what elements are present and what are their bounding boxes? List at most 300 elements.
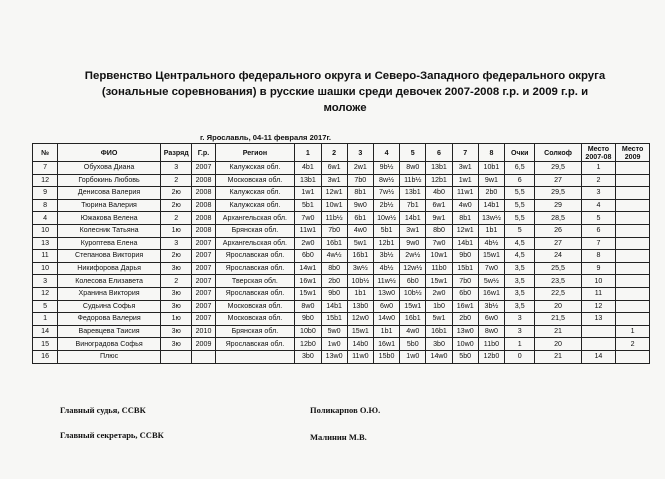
- table-cell: 1b1: [347, 287, 373, 300]
- table-cell: [616, 313, 650, 326]
- table-cell: 3ю: [161, 262, 192, 275]
- table-cell: 5: [581, 212, 616, 225]
- table-cell: 10: [33, 224, 58, 237]
- table-cell: 9w0: [347, 199, 373, 212]
- table-cell: Архангельская обл.: [215, 212, 295, 225]
- table-cell: Судьина Софья: [58, 300, 161, 313]
- table-cell: 5b1: [373, 224, 399, 237]
- table-cell: 4w0: [400, 325, 426, 338]
- column-header: 8: [478, 144, 504, 162]
- table-cell: 2007: [192, 237, 215, 250]
- table-cell: 2b0: [452, 313, 478, 326]
- table-row: [33, 325, 650, 338]
- table-cell: 3ю: [161, 325, 192, 338]
- table-cell: 29: [535, 199, 581, 212]
- table-cell: 7w0: [295, 212, 321, 225]
- table-cell: 3b½: [478, 300, 504, 313]
- table-cell: 3ю: [161, 338, 192, 351]
- table-cell: 1ю: [161, 313, 192, 326]
- table-cell: Брянская обл.: [215, 325, 295, 338]
- table-cell: 3: [505, 325, 535, 338]
- chief-judge-name: Поликарпов О.Ю.: [310, 405, 381, 415]
- table-cell: [581, 325, 616, 338]
- table-cell: 2007: [192, 262, 215, 275]
- table-cell: Калужская обл.: [215, 187, 295, 200]
- table-cell: Архангельская обл.: [215, 237, 295, 250]
- table-cell: 6,5: [505, 162, 535, 175]
- table-cell: Тюрина Валерия: [58, 199, 161, 212]
- table-cell: [616, 174, 650, 187]
- table-cell: 5w½: [478, 275, 504, 288]
- table-cell: 9: [33, 187, 58, 200]
- table-cell: 9: [581, 262, 616, 275]
- table-cell: 6w1: [426, 199, 452, 212]
- table-cell: 2007: [192, 162, 215, 175]
- table-cell: 10w0: [452, 338, 478, 351]
- table-cell: 12b0: [478, 350, 504, 363]
- table-cell: 4b0: [426, 187, 452, 200]
- table-row: [33, 250, 650, 263]
- table-row: [33, 162, 650, 175]
- table-cell: Ярославская обл.: [215, 338, 295, 351]
- table-cell: 14: [33, 325, 58, 338]
- table-cell: [215, 350, 295, 363]
- table-cell: Горбокинь Любовь: [58, 174, 161, 187]
- table-header-row: [33, 144, 650, 162]
- title-line-3: моложе: [323, 102, 367, 114]
- table-cell: 27: [535, 174, 581, 187]
- table-cell: 1w1: [452, 174, 478, 187]
- table-cell: 10: [33, 262, 58, 275]
- table-row: [33, 174, 650, 187]
- table-cell: 1b1: [478, 224, 504, 237]
- table-cell: 14b0: [347, 338, 373, 351]
- table-cell: 5b1: [295, 199, 321, 212]
- table-cell: 3b0: [426, 338, 452, 351]
- table-cell: 6w0: [373, 300, 399, 313]
- table-cell: 11: [581, 287, 616, 300]
- table-cell: Плюс: [58, 350, 161, 363]
- table-cell: 12b1: [426, 174, 452, 187]
- table-cell: Никифорова Дарья: [58, 262, 161, 275]
- column-header: Регион: [215, 144, 295, 162]
- table-cell: 14b1: [321, 300, 347, 313]
- table-row: [33, 300, 650, 313]
- table-row: [33, 237, 650, 250]
- table-cell: 4,5: [505, 237, 535, 250]
- table-cell: 1: [616, 325, 650, 338]
- table-cell: 3,5: [505, 287, 535, 300]
- table-row: [33, 338, 650, 351]
- table-cell: 16b1: [347, 250, 373, 263]
- table-cell: 15w1: [400, 300, 426, 313]
- place-date: г. Ярославль, 04-11 февраля 2017г.: [200, 133, 331, 142]
- table-cell: 5w1: [347, 237, 373, 250]
- table-cell: 14b1: [400, 212, 426, 225]
- table-cell: 16w1: [295, 275, 321, 288]
- table-cell: 3: [33, 275, 58, 288]
- table-cell: 3w1: [321, 174, 347, 187]
- table-cell: 1w0: [400, 350, 426, 363]
- table-cell: [616, 300, 650, 313]
- table-cell: 7b0: [347, 174, 373, 187]
- table-cell: 13b1: [295, 174, 321, 187]
- table-cell: 14b1: [452, 237, 478, 250]
- table-cell: 3w1: [400, 224, 426, 237]
- table-cell: 15w1: [347, 325, 373, 338]
- table-cell: 2: [161, 174, 192, 187]
- table-row: [33, 212, 650, 225]
- table-cell: 2: [161, 275, 192, 288]
- table-cell: 4,5: [505, 250, 535, 263]
- table-cell: Южакова Велена: [58, 212, 161, 225]
- table-cell: 13w0: [452, 325, 478, 338]
- table-cell: 2b½: [373, 199, 399, 212]
- table-cell: 2: [161, 212, 192, 225]
- table-cell: 7: [33, 162, 58, 175]
- table-cell: 25,5: [535, 262, 581, 275]
- table-cell: 3: [505, 313, 535, 326]
- table-row: [33, 275, 650, 288]
- table-cell: 6b0: [400, 275, 426, 288]
- table-cell: 3: [581, 187, 616, 200]
- table-cell: 8b0: [426, 224, 452, 237]
- table-cell: 2w1: [347, 162, 373, 175]
- table-cell: 8b1: [452, 212, 478, 225]
- table-cell: Тверская обл.: [215, 275, 295, 288]
- title-line-2: (зональные соревнования) в русские шашки среди девочек 2007-2008 г.р. и 2009 г.р. и: [101, 86, 589, 98]
- table-row: [33, 224, 650, 237]
- table-cell: 13w0: [373, 287, 399, 300]
- table-cell: 2b0: [321, 275, 347, 288]
- table-cell: 21: [535, 325, 581, 338]
- table-cell: 26: [535, 224, 581, 237]
- column-header: 2: [321, 144, 347, 162]
- table-cell: 15w1: [478, 250, 504, 263]
- title-line-1: Первенство Центрального федерального округа и Северо-Западного федерального округа: [84, 70, 606, 82]
- table-cell: 2ю: [161, 250, 192, 263]
- table-cell: Куроптева Елена: [58, 237, 161, 250]
- table-cell: 3b½: [373, 250, 399, 263]
- table-cell: 1ю: [161, 224, 192, 237]
- table-cell: 9b0: [452, 250, 478, 263]
- table-cell: Брянская обл.: [215, 224, 295, 237]
- table-cell: 6b0: [452, 287, 478, 300]
- table-cell: 4w½: [321, 250, 347, 263]
- table-row: [33, 187, 650, 200]
- table-cell: 6b0: [295, 250, 321, 263]
- table-cell: Варевцева Таисия: [58, 325, 161, 338]
- table-cell: 12w0: [347, 313, 373, 326]
- table-cell: 21,5: [535, 313, 581, 326]
- table-cell: 2: [581, 174, 616, 187]
- table-cell: 29,5: [535, 162, 581, 175]
- table-cell: 2007: [192, 300, 215, 313]
- table-cell: 6w1: [321, 162, 347, 175]
- table-cell: 3: [161, 162, 192, 175]
- table-cell: 9b½: [373, 162, 399, 175]
- table-cell: Калужская обл.: [215, 199, 295, 212]
- table-cell: [616, 275, 650, 288]
- table-cell: Московская обл.: [215, 174, 295, 187]
- table-cell: 15: [33, 338, 58, 351]
- table-cell: 10w½: [373, 212, 399, 225]
- table-cell: 9b0: [321, 287, 347, 300]
- table-cell: 7w0: [426, 237, 452, 250]
- table-cell: 2w½: [400, 250, 426, 263]
- column-header: 6: [426, 144, 452, 162]
- table-cell: 10b0: [295, 325, 321, 338]
- table-cell: Обухова Диана: [58, 162, 161, 175]
- table-cell: 13b1: [426, 162, 452, 175]
- table-cell: 5w0: [321, 325, 347, 338]
- table-cell: 11b½: [321, 212, 347, 225]
- table-cell: 2007: [192, 313, 215, 326]
- table-cell: 1b0: [426, 300, 452, 313]
- table-cell: Степанова Виктория: [58, 250, 161, 263]
- table-cell: 3ю: [161, 300, 192, 313]
- table-cell: 13w½: [478, 212, 504, 225]
- table-cell: 12w1: [321, 187, 347, 200]
- table-cell: 7b1: [400, 199, 426, 212]
- table-cell: 8w0: [400, 162, 426, 175]
- table-cell: 12: [581, 300, 616, 313]
- table-row: [33, 262, 650, 275]
- table-cell: 14w1: [295, 262, 321, 275]
- table-cell: 15b0: [373, 350, 399, 363]
- table-cell: 8: [33, 199, 58, 212]
- table-cell: 12: [33, 287, 58, 300]
- column-header: Солкоф: [535, 144, 581, 162]
- table-cell: 8b1: [347, 187, 373, 200]
- table-cell: 13b1: [400, 187, 426, 200]
- table-cell: 7b0: [452, 275, 478, 288]
- table-cell: 2007: [192, 287, 215, 300]
- column-header: Г.р.: [192, 144, 215, 162]
- table-cell: [616, 224, 650, 237]
- table-cell: 2008: [192, 199, 215, 212]
- table-cell: 20: [535, 300, 581, 313]
- table-cell: 16w1: [452, 300, 478, 313]
- table-cell: 23,5: [535, 275, 581, 288]
- table-cell: 4b½: [478, 237, 504, 250]
- table-cell: 9w1: [478, 174, 504, 187]
- table-cell: 20: [535, 338, 581, 351]
- table-cell: 2ю: [161, 187, 192, 200]
- table-cell: 12b1: [373, 237, 399, 250]
- table-cell: 11w0: [347, 350, 373, 363]
- table-cell: 5: [505, 224, 535, 237]
- table-cell: 6b1: [347, 212, 373, 225]
- table-cell: 9w0: [400, 237, 426, 250]
- table-cell: 1w1: [295, 187, 321, 200]
- table-cell: 11w½: [373, 275, 399, 288]
- table-cell: 8w0: [478, 325, 504, 338]
- table-cell: 8: [581, 250, 616, 263]
- table-row: [33, 350, 650, 363]
- table-cell: Ярославская обл.: [215, 287, 295, 300]
- table-cell: 7b0: [321, 224, 347, 237]
- table-cell: 14b1: [478, 199, 504, 212]
- table-cell: 11w1: [295, 224, 321, 237]
- table-cell: 6w0: [478, 313, 504, 326]
- column-header: ФИО: [58, 144, 161, 162]
- table-cell: 7w½: [373, 187, 399, 200]
- table-cell: Ярославская обл.: [215, 250, 295, 263]
- table-cell: 1: [581, 162, 616, 175]
- column-header: 5: [400, 144, 426, 162]
- table-cell: Московская обл.: [215, 313, 295, 326]
- table-cell: 16: [33, 350, 58, 363]
- table-cell: 11w1: [452, 187, 478, 200]
- table-cell: 5,5: [505, 187, 535, 200]
- table-cell: 9b0: [295, 313, 321, 326]
- column-header: №: [33, 144, 58, 162]
- table-cell: 3,5: [505, 262, 535, 275]
- table-cell: 6: [505, 174, 535, 187]
- table-cell: Ярославская обл.: [215, 262, 295, 275]
- results-table: [32, 143, 650, 364]
- table-cell: [161, 350, 192, 363]
- table-cell: 15b1: [321, 313, 347, 326]
- table-cell: 2007: [192, 250, 215, 263]
- table-cell: 14w0: [373, 313, 399, 326]
- table-cell: 3ю: [161, 287, 192, 300]
- table-cell: 2w0: [295, 237, 321, 250]
- table-cell: 11: [33, 250, 58, 263]
- table-cell: 11b0: [426, 262, 452, 275]
- chief-secretary-label: Главный секретарь, ССВК: [60, 430, 164, 440]
- table-cell: 1b1: [373, 325, 399, 338]
- table-cell: 11b½: [400, 174, 426, 187]
- table-cell: [616, 262, 650, 275]
- table-cell: 8w½: [373, 174, 399, 187]
- table-cell: Денисова Валерия: [58, 187, 161, 200]
- table-cell: [616, 250, 650, 263]
- chief-judge-label: Главный судья, ССВК: [60, 405, 146, 415]
- table-cell: Калужская обл.: [215, 162, 295, 175]
- table-cell: 24: [535, 250, 581, 263]
- table-cell: 2010: [192, 325, 215, 338]
- table-cell: 5b0: [400, 338, 426, 351]
- table-cell: 5w1: [426, 313, 452, 326]
- table-row: [33, 287, 650, 300]
- table-cell: [616, 162, 650, 175]
- table-cell: 1: [505, 338, 535, 351]
- table-cell: 7w0: [478, 262, 504, 275]
- table-cell: [581, 338, 616, 351]
- table-cell: [616, 187, 650, 200]
- column-header: Место 2007-08: [581, 144, 616, 162]
- table-cell: [616, 287, 650, 300]
- table-cell: 5b0: [452, 350, 478, 363]
- chief-secretary-name: Малинин М.В.: [310, 432, 367, 442]
- document-title: [60, 68, 630, 116]
- table-cell: 10b½: [400, 287, 426, 300]
- table-cell: 13b0: [347, 300, 373, 313]
- table-cell: 12w1: [452, 224, 478, 237]
- table-cell: [616, 199, 650, 212]
- table-row: [33, 199, 650, 212]
- table-cell: Колесова Елизавета: [58, 275, 161, 288]
- table-cell: 3,5: [505, 275, 535, 288]
- column-header: 4: [373, 144, 399, 162]
- table-cell: 12w½: [400, 262, 426, 275]
- table-cell: [616, 212, 650, 225]
- table-cell: 7: [581, 237, 616, 250]
- table-cell: 5,5: [505, 212, 535, 225]
- table-cell: 10w1: [321, 199, 347, 212]
- table-cell: 9w1: [426, 212, 452, 225]
- table-cell: 2008: [192, 174, 215, 187]
- table-cell: 4w0: [452, 199, 478, 212]
- column-header: 7: [452, 144, 478, 162]
- table-cell: 2008: [192, 212, 215, 225]
- table-cell: Колесник Татьяна: [58, 224, 161, 237]
- table-cell: 4w0: [347, 224, 373, 237]
- table-cell: 8w0: [295, 300, 321, 313]
- table-cell: [616, 350, 650, 363]
- table-cell: 10b1: [478, 162, 504, 175]
- table-cell: 2007: [192, 275, 215, 288]
- table-cell: 14w0: [426, 350, 452, 363]
- table-cell: 3,5: [505, 300, 535, 313]
- table-cell: 2009: [192, 338, 215, 351]
- table-cell: 5,5: [505, 199, 535, 212]
- table-cell: 0: [505, 350, 535, 363]
- table-cell: 15b1: [452, 262, 478, 275]
- table-cell: 2: [616, 338, 650, 351]
- table-cell: 22,5: [535, 287, 581, 300]
- column-header: 3: [347, 144, 373, 162]
- table-cell: 15w1: [426, 275, 452, 288]
- table-cell: 13: [33, 237, 58, 250]
- table-cell: Виноградова Софья: [58, 338, 161, 351]
- table-cell: 3w1: [452, 162, 478, 175]
- table-cell: 3w½: [347, 262, 373, 275]
- table-cell: 1w0: [321, 338, 347, 351]
- table-cell: 6: [581, 224, 616, 237]
- column-header: Очки: [505, 144, 535, 162]
- table-cell: 1: [33, 313, 58, 326]
- table-cell: 4: [33, 212, 58, 225]
- table-cell: 12: [33, 174, 58, 187]
- table-cell: 16b1: [400, 313, 426, 326]
- table-cell: Федорова Валерия: [58, 313, 161, 326]
- table-cell: [192, 350, 215, 363]
- column-header: 1: [295, 144, 321, 162]
- table-cell: [616, 237, 650, 250]
- table-cell: 4: [581, 199, 616, 212]
- table-cell: 2w0: [426, 287, 452, 300]
- table-cell: 21: [535, 350, 581, 363]
- table-cell: 3: [161, 237, 192, 250]
- table-cell: 4b1: [295, 162, 321, 175]
- table-row: [33, 313, 650, 326]
- table-cell: 5: [33, 300, 58, 313]
- table-cell: Московская обл.: [215, 300, 295, 313]
- table-cell: 10: [581, 275, 616, 288]
- table-cell: 29,5: [535, 187, 581, 200]
- table-cell: 28,5: [535, 212, 581, 225]
- table-cell: 16b1: [321, 237, 347, 250]
- table-cell: 16w1: [478, 287, 504, 300]
- table-cell: 16w1: [373, 338, 399, 351]
- table-cell: 3b0: [295, 350, 321, 363]
- table-body: [33, 162, 650, 364]
- table-cell: 12b0: [295, 338, 321, 351]
- table-cell: 8b0: [321, 262, 347, 275]
